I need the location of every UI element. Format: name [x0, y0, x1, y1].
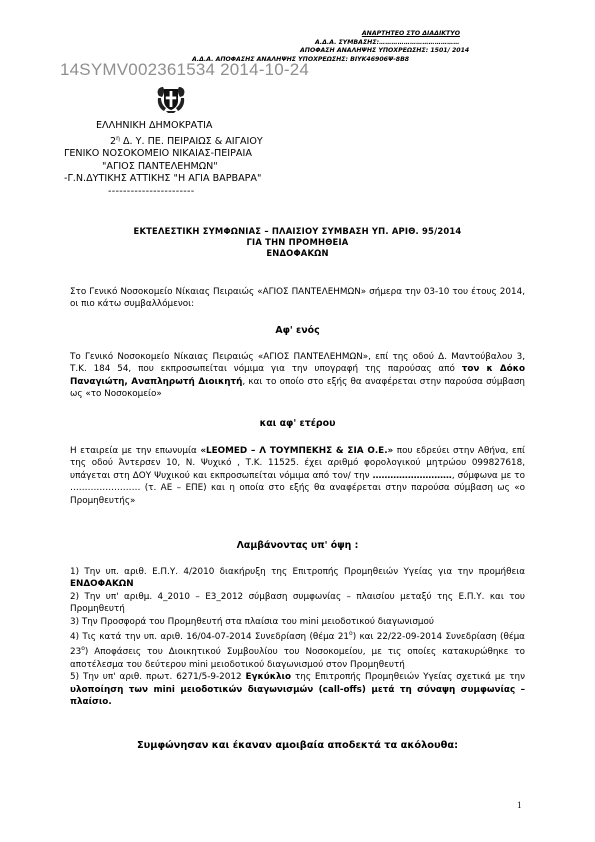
posting-header [192, 30, 500, 64]
org-hospital: ΓΕΝΙΚΟ ΝΟΣΟΚΟΜΕΙΟ ΝΙΚΑΙΑΣ-ΠΕΙΡΑΙΑ [64, 148, 252, 160]
page-number: 1 [517, 800, 522, 810]
document-id-watermark: 14SYMV002361534 2014-10-24 [60, 60, 310, 79]
header-line-commitment-ada: Α.Δ.Α. ΑΠΟΦΑΣΗΣ ΑΝΑΛΗΨΗΣ ΥΠΟΧΡΕΩΣΗΣ: ΒΙΥΚ46906Ψ-8Β8 [192, 55, 410, 63]
heading-second-party: και αφ' ετέρου [259, 418, 336, 429]
header-line-contract-ada: Α.Δ.Α. ΣΥΜΒΑΣΗΣ:………………………………… [315, 38, 460, 46]
contract-title [90, 226, 505, 259]
list-item: 4) Τις κατά την υπ. αριθ. 16/04-07-2014 Συνεδρίαση (θέμα $21^o$) και 22/22-09-2014 Συνεδρίαση (θέμα $23^o$) Αποφάσεις του Διοικητικού Συμβουλίου του Νοσοκομείου, με τις οποίες κατακυρώθηκε το αποτέλεσμα του δεύτερου mini μειοδοτικού διαγωνισμού στον Προμηθευτή [70, 630, 525, 670]
issuing-organization [64, 120, 304, 198]
list-item: 2) Την υπ' αριθμ. 4_2010 – Ε3_2012 σύμβαση συμφωνίας – πλαισίου μεταξύ της Ε.Π.Υ. και του Προμηθευτή [70, 591, 525, 615]
intro-paragraph: Στο Γενικό Νοσοκομείο Νίκαιας Πειραιώς «ΑΓΙΟΣ ΠΑΝΤΕΛΕΗΜΩΝ» σήμερα την 03-10 του έτους 2014, οι πιο κάτω συμβαλλόμενοι: [70, 287, 525, 310]
greek-coat-of-arms-icon [154, 84, 188, 114]
org-health-region: $2^\eta$ Δ. Υ. ΠΕ. ΠΕΙΡΑΙΩΣ & ΑΙΓΑΙΟΥ [110, 134, 263, 147]
second-party-paragraph: Η εταιρεία με την επωνυμία «LEOMED – Λ ΤΟΥΜΠΕΚΗΣ & ΣΙΑ Ο.Ε.» που εδρεύει στην Αθήνα, επί της οδού Άντερσεν 10, Ν. Ψυχικό , Τ.Κ. 11525. έχει αριθμό φορολογικού μητρώου 099827618, υπάγεται στη ΔΟΥ Ψυχικού και εκπροσωπείται νόμιμα από τον/ την ………………………, σύμφωνα με το …………………… (τ. ΑΕ – ΕΠΕ) και η οποία στο εξής θα αναφέρεται στην παρούσα σύμβαση ως «ο Προμηθευτής» [70, 446, 526, 506]
considerations-list [70, 566, 525, 708]
header-line-posting: ΑΝΑΡΤΗΤΕΟ ΣΤΟ ΔΙΑΔΙΚΤΥΟ [361, 30, 460, 37]
contract-title-line: ΕΚΤΕΛΕΣΤΙΚΗ ΣΥΜΦΩΝΙΑΣ – ΠΛΑΙΣΙΟΥ ΣΥΜΒΑΣΗ ΥΠ. ΑΡΙΘ. 95/2014 [133, 226, 462, 236]
list-item: 5) Την υπ' αριθ. πρωτ. 6271/5-9-2012 Εγκύκλιο της Επιτροπής Προμηθειών Υγείας σχετικά με την υλοποίηση των mini μειοδοτικών διαγωνισμών (call-offs) μετά τη σύναψη συμφωνίας – πλαίσιο. [70, 672, 525, 707]
org-country: ΕΛΛΗΝΙΚΗ ΔΗΜΟΚΡΑΤΙΑ [96, 120, 213, 131]
list-item: 1) Την υπ. αριθ. Ε.Π.Υ. 4/2010 διακήρυξη της Επιτροπής Προμηθειών Υγείας για την προμήθεια ΕΝΔΟΦΑΚΩΝ [70, 567, 525, 590]
contract-subject-line: ΓΙΑ ΤΗΝ ΠΡΟΜΗΘΕΙΑ [246, 237, 349, 247]
org-secondary-hospital: -Γ.Ν.ΔΥΤΙΚΗΣ ΑΤΤΙΚΗΣ "Η ΑΓΙΑ ΒΑΡΒΑΡΑ" [64, 173, 262, 185]
org-separator: ----------------------- [108, 185, 195, 197]
org-hospital-name: "ΑΓΙΟΣ ΠΑΝΤΕΛΕΗΜΩΝ" [102, 160, 218, 172]
agreement-heading: Συμφώνησαν και έκαναν αμοιβαία αποδεκτά τα ακόλουθα: [136, 740, 458, 751]
contract-product-line: ΕΝΔΟΦΑΚΩΝ [266, 248, 329, 258]
list-item: 3) Την Προσφορά του Προμηθευτή στα πλαίσια του mini μειοδοτικού διαγωνισμού [70, 616, 434, 627]
first-party-paragraph: Το Γενικό Νοσοκομείο Νίκαιας Πειραιώς «ΑΓΙΟΣ ΠΑΝΤΕΛΕΗΜΩΝ», επί της οδού Δ. Μαντούβαλου 3, Τ.Κ. 184 54, που εκπροσωπείται νόμιμα για την υπογραφή της παρούσας από τον κ Δόκο Παναγιώτη, Αναπληρωτή Διοικητή, και το οποίο στο εξής θα αναφέρεται στην παρούσα σύμβαση ως «το Νοσοκομείο» [70, 352, 525, 400]
header-line-commitment: ΑΠΟΦΑΣΗ ΑΝΑΛΗΨΗΣ ΥΠΟΧΡΕΩΣΗΣ: 1501/ 2014 [300, 47, 470, 55]
heading-first-party: Αφ' ενός [275, 325, 320, 336]
heading-considering: Λαμβάνοντας υπ' όψη : [236, 540, 359, 551]
